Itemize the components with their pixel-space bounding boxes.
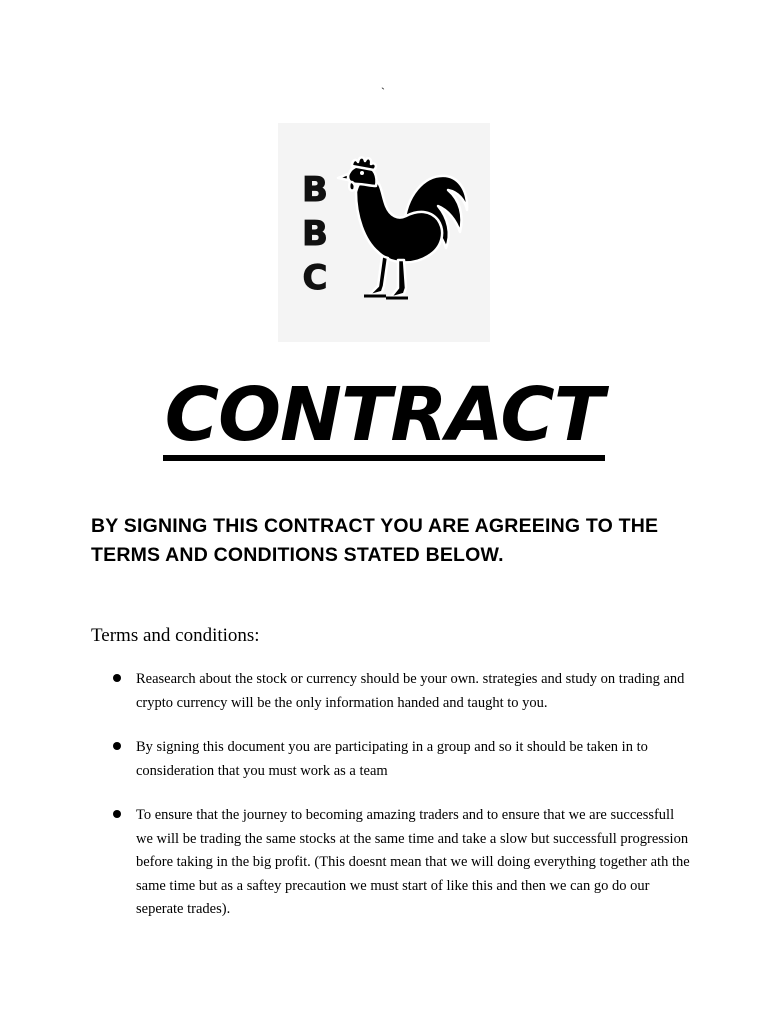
logo-letter: B [302,214,328,254]
list-item [113,804,693,922]
term-text: By signing this document you are participating in a group and so it should be taken in to consideration that you must work as a team [136,739,648,779]
list-item [113,736,693,783]
contract-title: CONTRACT [163,375,605,461]
logo-letter: B [302,170,328,210]
bullet-icon [113,810,121,818]
term-text: Reasearch about the stock or currency should be your own. strategies and study on trading and crypto currency will be the only information handed and taught to you. [136,671,685,711]
bullet-icon [113,674,121,682]
logo-letter: C [302,258,328,298]
rooster-icon [334,156,470,306]
terms-heading: Terms and conditions: [91,625,260,646]
term-text: To ensure that the journey to becoming amazing traders and to ensure that we are successfull we will be trading the same stocks at the same time and take a slow but successfull progression before taking in the big profit. (This doesnt mean that we will doing everything together ath the same time but as a saftey precaution we must start of like this and then we can go do our seperate trades). [136,807,690,917]
bullet-icon [113,742,121,750]
stray-mark: ` [381,85,385,99]
agreement-heading: BY SIGNING THIS CONTRACT YOU ARE AGREEING TO THE TERMS AND CONDITIONS STATED BELOW. [91,515,659,566]
page-title [0,373,768,461]
terms-list [113,668,693,943]
logo-letters [300,168,330,300]
list-item [113,668,693,715]
